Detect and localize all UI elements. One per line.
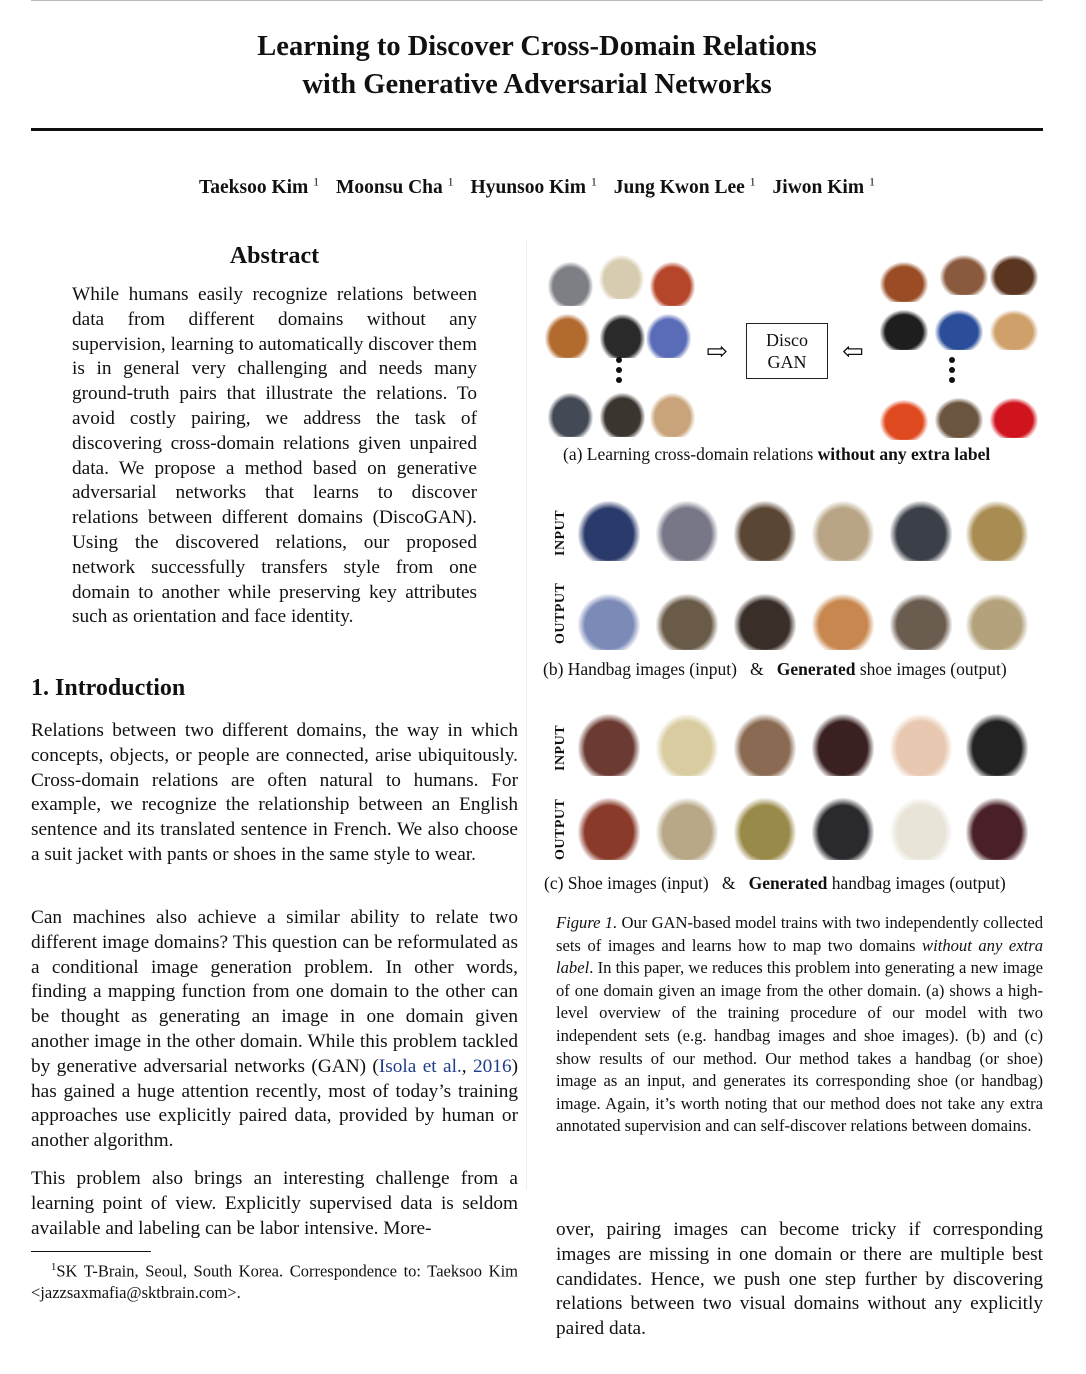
input-handbag-image [812, 501, 874, 561]
author: Taeksoo Kim $^1$ [199, 174, 320, 198]
input-shoe-image [966, 714, 1028, 776]
input-handbag-image [734, 501, 796, 561]
handbag-image [545, 314, 590, 358]
handbag-image [548, 262, 593, 306]
right-column-paragraph: over, pairing images can become tricky if corresponding images are missing in one domain or there are multiple best candidates. Hence, we push one step further by discovering relations between two visual domains without any explicitly paired data. [556, 1219, 1043, 1340]
handbag-image [646, 314, 691, 358]
output-label: OUTPUT [553, 582, 568, 644]
shoe-image [935, 310, 983, 350]
left-arrow-icon: ⇦ [842, 337, 864, 366]
section-heading: 1. Introduction [31, 675, 186, 701]
handbag-image [650, 393, 695, 437]
input-shoe-image [734, 714, 796, 776]
citation-year-link[interactable]: 2016 [473, 1055, 512, 1077]
footnote-rule [31, 1251, 151, 1252]
citation-link[interactable]: Isola et al. [378, 1055, 462, 1077]
caption-b: (b) Handbag images (input) & Generated shoe images (output) [543, 659, 1007, 679]
author: Jung Kwon Lee $^1$ [613, 174, 756, 198]
handbag-image [650, 262, 695, 306]
output-handbag-image [890, 798, 952, 860]
output-handbag-image [734, 798, 796, 860]
input-label: INPUT [553, 724, 568, 771]
output-shoe-image [656, 594, 718, 650]
shoe-image [935, 398, 983, 438]
author: Jiwon Kim $^1$ [772, 174, 875, 198]
author: Hyunsoo Kim $^1$ [470, 174, 597, 198]
input-shoe-image [890, 714, 952, 776]
input-handbag-image [578, 501, 640, 561]
paper-title [31, 28, 1043, 104]
shoe-image [940, 255, 988, 295]
figure-caption: Figure 1. Our GAN-based model trains with two independently collected sets of images and learns how to map two domains without any extra label. In this paper, we reduces this problem into generating a new image of one domain given an image from the other domain. (a) shows a high-level overview of the training procedure of our model with two independent sets (e.g. handbag images and shoe images). (b) and (c) show results of our method. Our method takes a handbag (or shoe) image as an input, and generates its corresponding shoe (or handbag) image. Again, it’s worth noting that our method does not take any extra annotated supervision and can self-discover relations between domains. [556, 913, 1043, 1136]
shoe-image [990, 398, 1038, 438]
shoe-image [880, 262, 928, 302]
input-handbag-image [656, 501, 718, 561]
output-shoe-image [966, 594, 1028, 650]
input-shoe-image [812, 714, 874, 776]
caption-c: (c) Shoe images (input) & Generated handbag images (output) [544, 873, 1006, 893]
column-divider [526, 240, 527, 1190]
output-shoe-image [578, 594, 640, 650]
ellipsis-dots-icon [616, 357, 624, 387]
title-line-1: Learning to Discover Cross-Domain Relations [257, 31, 817, 62]
input-handbag-image [966, 501, 1028, 561]
handbag-image [548, 393, 593, 437]
handbag-image [600, 393, 645, 437]
input-shoe-image [578, 714, 640, 776]
abstract-text: While humans easily recognize relations between data from different domains without any supervision, learning to automatically discover them is in general very challenging and needs many ground-truth pairs that illustrate the relations. To avoid costly pairing, we address the task of discovering cross-domain relations given unpaired data. We propose a method based on generative adversarial networks that learns to discover relations between different domains (DiscoGAN). Using the discovered relations, our proposed network successfully transfers style from one domain to another while preserving key attributes such as orientation and face identity. [72, 284, 477, 628]
input-handbag-image [890, 501, 952, 561]
output-handbag-image [656, 798, 718, 860]
ellipsis-dots-icon [949, 357, 957, 387]
handbag-image [600, 314, 645, 358]
output-handbag-image [578, 798, 640, 860]
output-label: OUTPUT [553, 798, 568, 860]
shoe-image [990, 255, 1038, 295]
title-rule [31, 128, 1043, 131]
output-shoe-image [890, 594, 952, 650]
author: Moonsu Cha $^1$ [336, 174, 454, 198]
abstract-heading: Abstract [229, 243, 320, 269]
caption-a: (a) Learning cross-domain relations without any extra label [563, 444, 991, 464]
right-arrow-icon: ⇨ [706, 337, 728, 366]
top-rule [31, 0, 1043, 1]
input-shoe-image [656, 714, 718, 776]
intro-paragraph-3: This problem also brings an interesting challenge from a learning point of view. Explicitly supervised data is seldom available and labeling can be labor intensive. More- [31, 1168, 518, 1239]
input-label: INPUT [553, 509, 568, 556]
discogan-box: Disco GAN [746, 323, 828, 379]
shoe-image [880, 400, 928, 440]
output-shoe-image [734, 594, 796, 650]
author-list [31, 174, 1043, 199]
footnote: $^1$SK T-Brain, Seoul, South Korea. Correspondence to: Taeksoo Kim <jazzsaxmafia@sktbrain.com>. [31, 1261, 518, 1302]
output-shoe-image [812, 594, 874, 650]
shoe-image [880, 310, 928, 350]
intro-paragraph-2: Can machines also achieve a similar ability to relate two different image domains? This question can be reformulated as a conditional image generation problem. In other words, finding a mapping function from one domain to the other can be thought as generating an image in one domain given another image in the other domain. While this problem tackled by generative adversarial networks (GAN) (Isola et al., 2016) has gained a huge attention recently, most of today’s training approaches use explicitly paired data, provided by human or another algorithm. [31, 907, 518, 1152]
title-line-2: with Generative Adversarial Networks [302, 69, 772, 100]
output-handbag-image [966, 798, 1028, 860]
output-handbag-image [812, 798, 874, 860]
shoe-image [990, 310, 1038, 350]
intro-paragraph-1: Relations between two different domains, the way in which concepts, objects, or people are connected, arise ubiquitously. Cross-domain relations are often natural to humans. For example, we recognize the relationship between an English sentence and its translated sentence in French. We also choose a suit jacket with pants or shoes in the same style to wear. [31, 720, 518, 865]
handbag-image [599, 255, 644, 299]
